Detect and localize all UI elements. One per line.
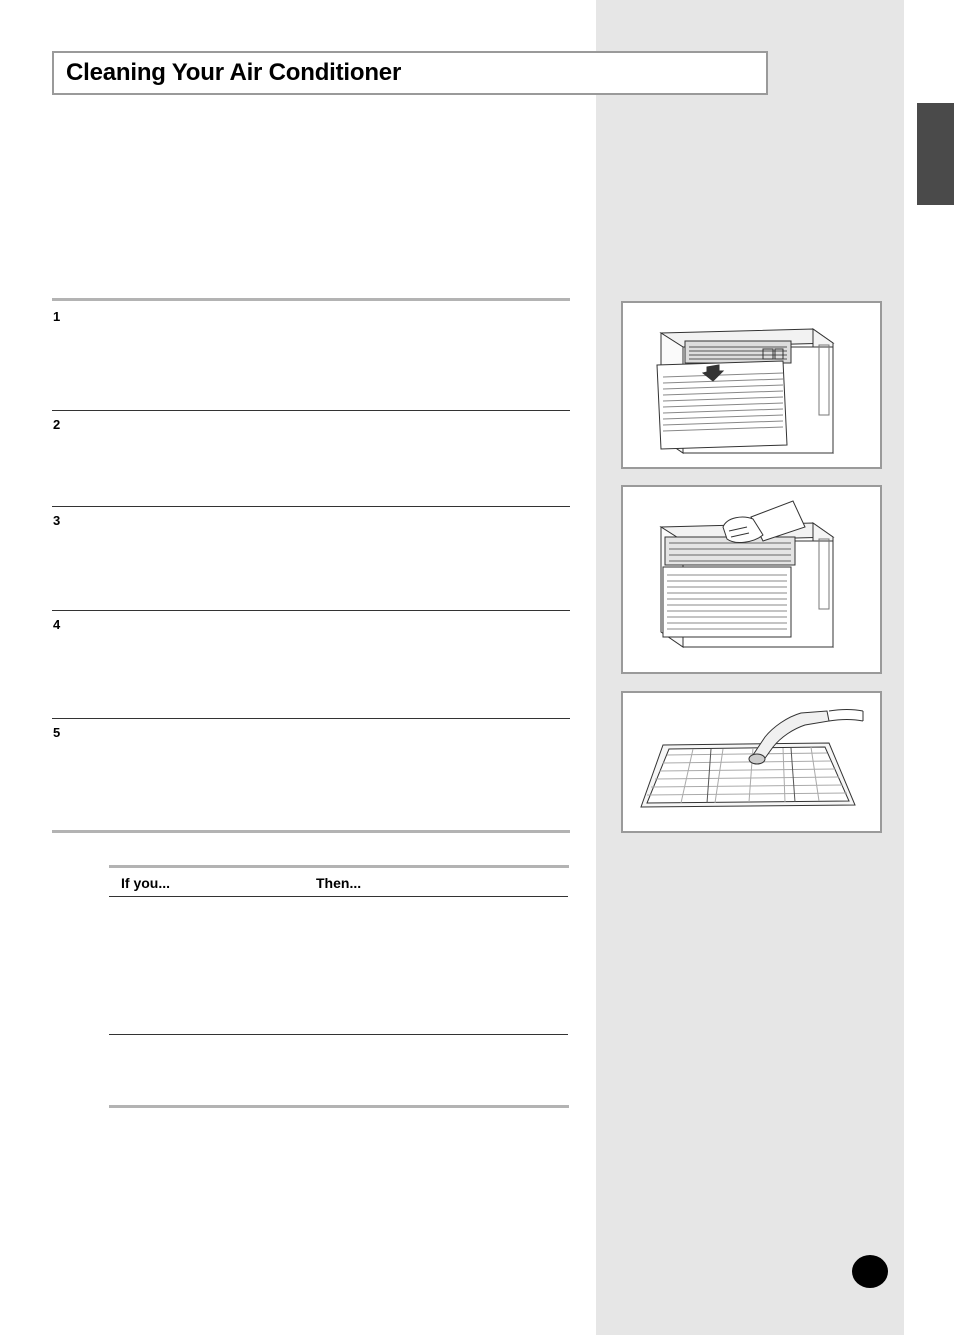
page-number-marker	[852, 1255, 888, 1288]
troubleshoot-table	[109, 865, 569, 1110]
step-number: 4	[53, 617, 61, 632]
step-number: 2	[53, 417, 61, 432]
air-conditioner-front-panel-open-illustration	[623, 303, 880, 467]
steps-top-rule	[52, 298, 570, 301]
step-divider	[52, 718, 570, 719]
step-number: 1	[53, 309, 61, 324]
table-header-if: If you...	[121, 875, 170, 891]
vacuum-cleaning-filter-illustration	[623, 693, 880, 831]
step-divider	[52, 410, 570, 411]
page-title: Cleaning Your Air Conditioner	[66, 59, 402, 86]
table-top-rule	[109, 865, 569, 868]
table-row-divider	[109, 1034, 568, 1035]
figure-vacuum-filter	[621, 691, 882, 833]
table-header-then: Then...	[316, 875, 362, 891]
section-tab	[917, 103, 954, 205]
table-header-rule	[109, 896, 568, 897]
title-box	[52, 51, 768, 95]
step-divider	[52, 506, 570, 507]
step-number: 3	[53, 513, 61, 528]
step-number: 5	[53, 725, 61, 740]
hand-removing-filter-illustration	[623, 487, 880, 672]
table-bottom-rule	[109, 1105, 569, 1108]
step-divider	[52, 610, 570, 611]
figure-remove-filter	[621, 485, 882, 674]
figure-front-panel	[621, 301, 882, 469]
steps-bottom-rule	[52, 830, 570, 833]
